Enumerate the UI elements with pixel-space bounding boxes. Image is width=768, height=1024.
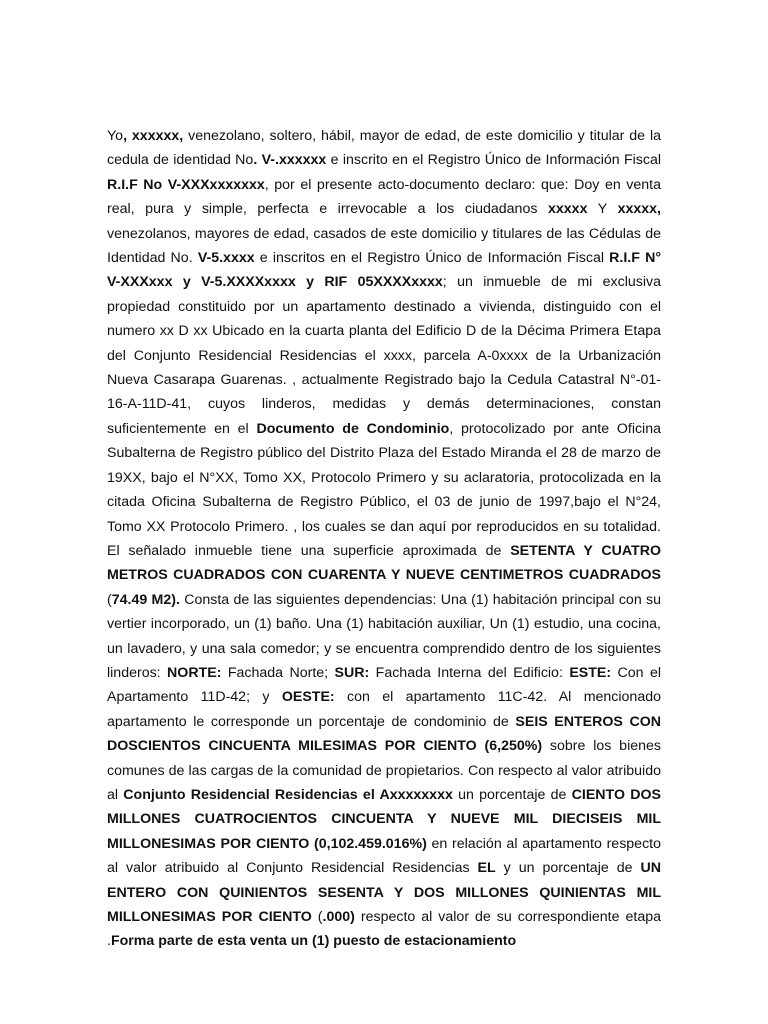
bold-text-run: xxxxx bbox=[548, 201, 588, 218]
text-run: respecto al valor de su correspondiente etapa . bbox=[107, 909, 661, 950]
bold-text-run: CIENTO DOS MILLONES CUATROCIENTOS CINCUENTA Y NUEVE MIL DIECISEIS MIL MILLONESIMAS POR CIENTO (0,102.459.016%) bbox=[107, 786, 661, 852]
bold-text-run: , xxxxxx, bbox=[123, 128, 184, 144]
bold-text-run: NORTE: bbox=[167, 664, 222, 681]
text-run: , protocolizado por ante Oficina Subalterna de Registro público del Distrito Plaza del Estado Miranda el 28 de marzo de 19XX, bajo el N°XX, Tomo XX, Protocolo Primero y su aclaratoria, protocolizada en la citada Oficina Subalterna de Registro Público, el 03 de junio de 1997,bajo el N°24, Tomo XX Protocolo Primero. , los cuales se dan aquí por reproducidos en su totalidad. El señalado inmueble tiene una superficie aproximada de bbox=[107, 420, 661, 559]
text-run: ( bbox=[311, 909, 323, 925]
document-body-paragraph bbox=[107, 124, 661, 954]
text-run: sobre los bienes comunes de las cargas de la comunidad de propietarios. Con respecto al valor atribuido al bbox=[107, 738, 661, 803]
bold-text-run: 74.49 M2). bbox=[111, 591, 180, 608]
text-run: en relación al apartamento respecto al valor atribuido al Conjunto Residencial Residencias bbox=[107, 835, 661, 877]
bold-text-run: SUR: bbox=[334, 664, 370, 681]
text-run: un porcentaje de bbox=[452, 786, 572, 803]
bold-text-run: SETENTA Y CUATRO METROS CUADRADOS CON CUARENTA Y NUEVE CENTIMETROS CUADRADOS bbox=[107, 542, 661, 584]
text-run: e inscrito en el Registro Único de Información Fiscal bbox=[326, 152, 662, 169]
text-run: con el apartamento 11C-42. Al mencionado apartamento le corresponde un porcentaje de condominio de bbox=[107, 689, 661, 730]
bold-text-run: UN ENTERO CON QUINIENTOS SESENTA Y DOS MILLONES QUINIENTAS MIL MILLONESIMAS POR CIENTO bbox=[107, 860, 661, 925]
bold-text-run: Forma parte de esta venta un (1) puesto de estacionamiento bbox=[110, 933, 517, 950]
text-run: y un porcentaje de bbox=[495, 860, 641, 877]
text-run: Con el Apartamento 11D-42; y bbox=[107, 664, 661, 706]
text-run: venezolanos, mayores de edad, casados de este domicilio y titulares de las Cédulas de Identidad No. bbox=[107, 225, 661, 267]
text-run: ( bbox=[107, 591, 112, 608]
bold-text-run: OESTE: bbox=[281, 689, 335, 706]
text-run: , por el presente acto-documento declaro: que: Doy en venta real, pura y simple, perfecta e irrevocable a los ciudadanos bbox=[107, 176, 661, 218]
bold-text-run: Documento de Condominio bbox=[256, 420, 450, 437]
bold-text-run: EL bbox=[477, 860, 496, 877]
text-run: Fachada Interna del Edificio: bbox=[369, 664, 570, 681]
text-run: ; un inmueble de mi exclusiva propiedad constituido por un apartamento destinado a vivienda, distinguido con el numero xx D xx Ubicado en la cuarta planta del Edificio D de la Décima Primera Etapa del Conjunto Residencial Residencias el xxxx, parcela A-0xxxx de la Urbanización Nueva Casarapa Guarenas. , actualmente Registrado bajo la Cedula Catastral N°-01-16-A-11D-41, cuyos linderos, medidas y demás determinaciones, constan suficientemente en el bbox=[107, 274, 662, 437]
bold-text-run: . V-.xxxxxx bbox=[253, 152, 327, 169]
text-run: Fachada Norte; bbox=[221, 664, 335, 681]
bold-text-run: V-5.xxxx bbox=[197, 250, 255, 267]
text-run: Consta de las siguientes dependencias: Una (1) habitación principal con su vertier incorporado, un (1) baño. Una (1) habitación auxiliar, Un (1) estudio, una cocina, un lavadero, y una sala comedor; y se encuentra comprendido dentro de los siguientes linderos: bbox=[107, 591, 661, 681]
bold-text-run: Conjunto Residencial Residencias el Axxxxxxxx bbox=[123, 786, 453, 803]
text-run: e inscritos en el Registro Único de Información Fiscal bbox=[254, 250, 610, 267]
text-run: Y bbox=[587, 201, 618, 218]
bold-text-run: .000) bbox=[322, 909, 355, 925]
bold-text-run: ESTE: bbox=[569, 664, 612, 681]
bold-text-run: SEIS ENTEROS CON DOSCIENTOS CINCUENTA MILESIMAS POR CIENTO (6,250%) bbox=[107, 713, 661, 755]
text-run: Yo bbox=[107, 128, 124, 144]
text-run: venezolano, soltero, hábil, mayor de edad, de este domicilio y titular de la cedula de identidad No bbox=[107, 128, 661, 169]
bold-text-run: xxxxx, bbox=[617, 201, 661, 218]
bold-text-run: R.I.F No V-XXXxxxxxxx bbox=[107, 176, 265, 193]
bold-text-run: R.I.F N° V-XXXxxx y V-5.XXXXxxxx y RIF 05XXXXxxxx bbox=[107, 250, 662, 291]
